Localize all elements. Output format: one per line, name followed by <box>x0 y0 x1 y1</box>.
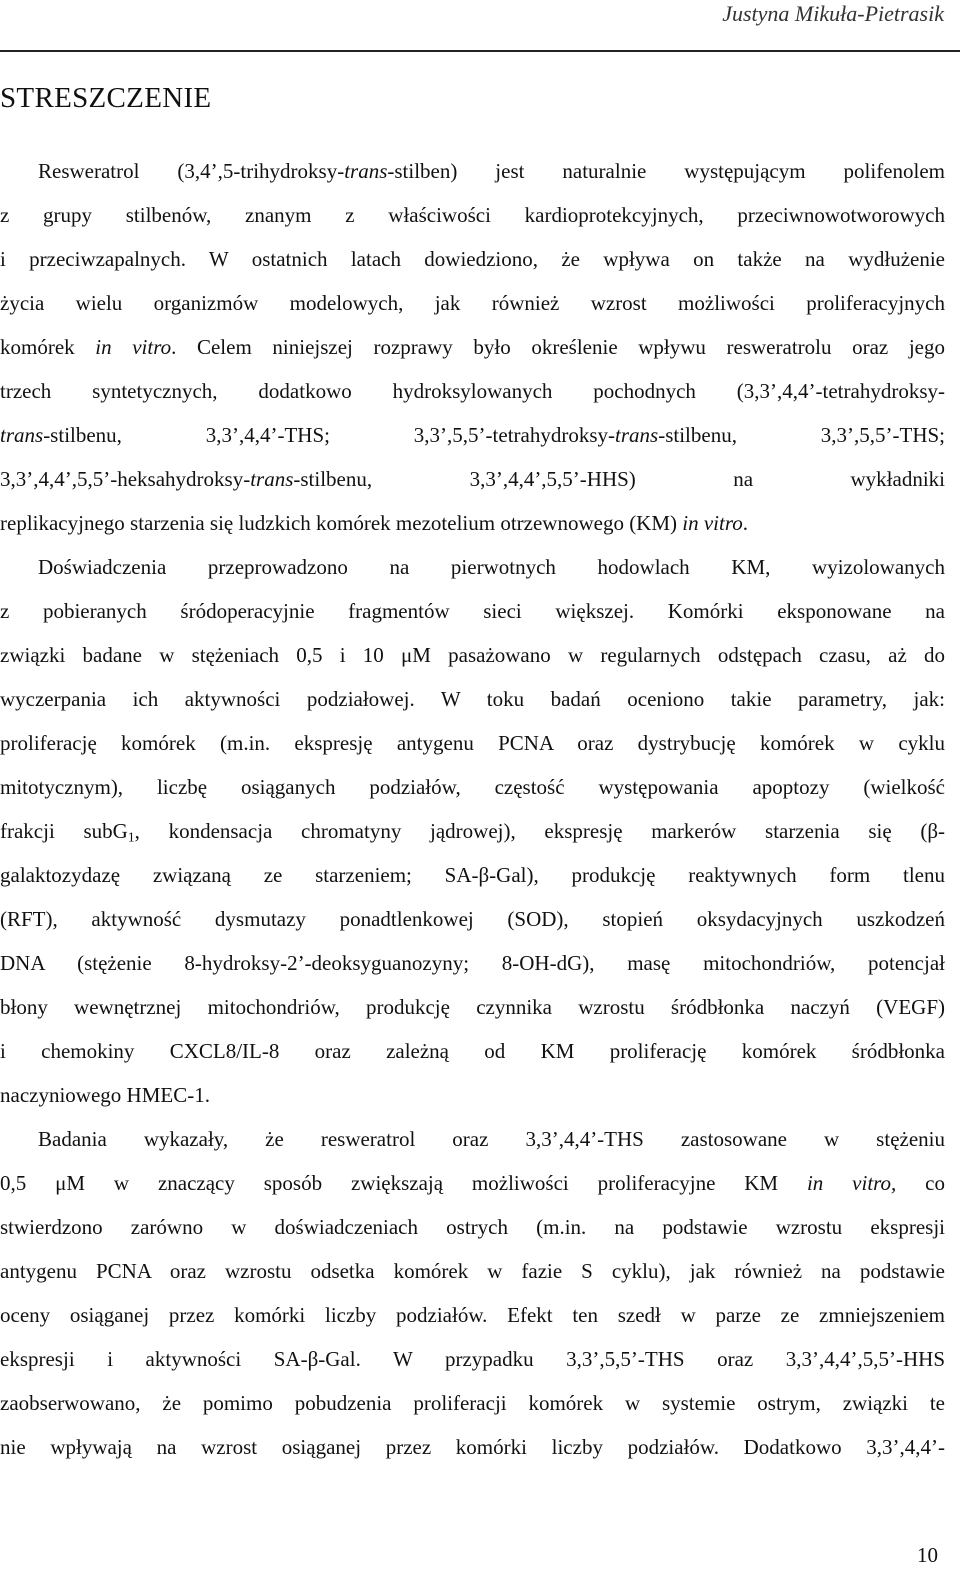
text-line <box>0 457 945 501</box>
text-line: galaktozydazę związaną ze starzeniem; SA-β-Gal), produkcję reaktywnych form tlenu <box>0 863 945 887</box>
text-span: 3,3’,4,4’,5,5’-heksahydroksy- <box>0 467 251 491</box>
text-line: z pobieranych śródoperacyjnie fragmentów sieci większej. Komórki eksponowane na <box>0 599 945 623</box>
text-span: frakcji subG <box>0 819 128 843</box>
text-line: wyczerpania ich aktywności podziałowej. W toku badań oceniono takie parametry, jak: <box>0 687 945 711</box>
text-line: antygenu PCNA oraz wzrostu odsetka komórek w fazie S cyklu), jak również na podstawie <box>0 1259 945 1283</box>
text-line: ekspresji i aktywności SA-β-Gal. W przypadku 3,3’,5,5’-THS oraz 3,3’,4,4’,5,5’-HHS <box>0 1347 945 1371</box>
text-line: naczyniowego HMEC-1. <box>0 1083 210 1107</box>
header-rule <box>0 50 960 52</box>
italic-term: in vitro <box>682 511 743 535</box>
text-line: błony wewnętrznej mitochondriów, produkcję czynnika wzrostu śródbłonka naczyń (VEGF) <box>0 995 945 1019</box>
text-line <box>0 1161 945 1205</box>
italic-term: in vitro <box>95 335 172 359</box>
text-line: oceny osiąganej przez komórki liczby podziałów. Efekt ten szedł w parze ze zmniejszeniem <box>0 1303 945 1327</box>
text-line: DNA (stężenie 8-hydroksy-2’-deoksyguanozyny; 8-OH-dG), masę mitochondriów, potencjał <box>0 951 945 975</box>
running-header: Justyna Mikuła-Pietrasik <box>722 1 944 26</box>
text-span: , kondensacja chromatyny jądrowej), ekspresję markerów starzenia się (β- <box>134 819 945 843</box>
text-span: -stilbenu, 3,3’,4,4’-THS; 3,3’,5,5’-tetrahydroksy- <box>43 423 616 447</box>
text-span: -stilbenu, 3,3’,4,4’,5,5’-HHS) na wykładniki <box>293 467 945 491</box>
text-span: komórek <box>0 335 96 359</box>
text-line: życia wielu organizmów modelowych, jak również wzrost możliwości proliferacyjnych <box>0 291 945 315</box>
text-line: stwierdzono zarówno w doświadczeniach ostrych (m.in. na podstawie wzrostu ekspresji <box>0 1215 945 1239</box>
abstract-body <box>0 149 945 1469</box>
text-line: (RFT), aktywność dysmutazy ponadtlenkowej (SOD), stopień oksydacyjnych uszkodzeń <box>0 907 945 931</box>
text-span: co <box>896 1171 945 1195</box>
italic-term: trans <box>250 467 294 491</box>
section-title: STRESZCZENIE <box>0 82 212 114</box>
text-span: 0,5 μM w znaczący sposób zwiększają możliwości proliferacyjne KM <box>0 1171 807 1195</box>
text-line: związki badane w stężeniach 0,5 i 10 μM pasażowano w regularnych odstępach czasu, aż do <box>0 643 945 667</box>
text-line: i chemokiny CXCL8/IL-8 oraz zależną od KM proliferację komórek śródbłonka <box>0 1039 945 1063</box>
italic-term: trans <box>0 423 44 447</box>
text-line: mitotycznym), liczbę osiąganych podziałów, częstość występowania apoptozy (wielkość <box>0 775 945 799</box>
text-span: -stilbenu, 3,3’,5,5’-THS; <box>658 423 945 447</box>
text-line <box>0 809 945 853</box>
italic-term: trans <box>615 423 659 447</box>
text-line: Doświadczenia przeprowadzono na pierwotnych hodowlach KM, wyizolowanych <box>38 555 945 579</box>
text-line <box>0 501 945 545</box>
subscript: 1 <box>127 829 135 845</box>
text-line <box>0 413 945 457</box>
text-line: z grupy stilbenów, znanym z właściwości kardioprotekcyjnych, przeciwnowotworowych <box>0 203 945 227</box>
text-line: nie wpływają na wzrost osiąganej przez komórki liczby podziałów. Dodatkowo 3,3’,4,4’- <box>0 1435 945 1459</box>
text-span: . <box>742 511 748 535</box>
italic-term: in vitro, <box>806 1171 897 1195</box>
text-span: -stilben) jest naturalnie występującym polifenolem <box>387 159 945 183</box>
text-line: zaobserwowano, że pomimo pobudzenia proliferacji komórek w systemie ostrym, związki te <box>0 1391 945 1415</box>
text-line: proliferację komórek (m.in. ekspresję antygenu PCNA oraz dystrybucję komórek w cyklu <box>0 731 945 755</box>
text-span: Resweratrol (3,4’,5-trihydroksy- <box>38 159 345 183</box>
text-span: . Celem niniejszej rozprawy było określenie wpływu resweratrolu oraz jego <box>171 335 945 359</box>
italic-term: trans <box>344 159 388 183</box>
text-span: replikacyjnego starzenia się ludzkich komórek mezotelium otrzewnowego (KM) <box>0 511 683 535</box>
text-line: trzech syntetycznych, dodatkowo hydroksylowanych pochodnych (3,3’,4,4’-tetrahydroksy- <box>0 379 945 403</box>
text-line: Badania wykazały, że resweratrol oraz 3,3’,4,4’-THS zastosowane w stężeniu <box>38 1127 945 1151</box>
text-line: i przeciwzapalnych. W ostatnich latach dowiedziono, że wpływa on także na wydłużenie <box>0 247 945 271</box>
page-number: 10 <box>917 1543 938 1567</box>
text-line <box>0 325 945 369</box>
text-line <box>0 149 945 193</box>
